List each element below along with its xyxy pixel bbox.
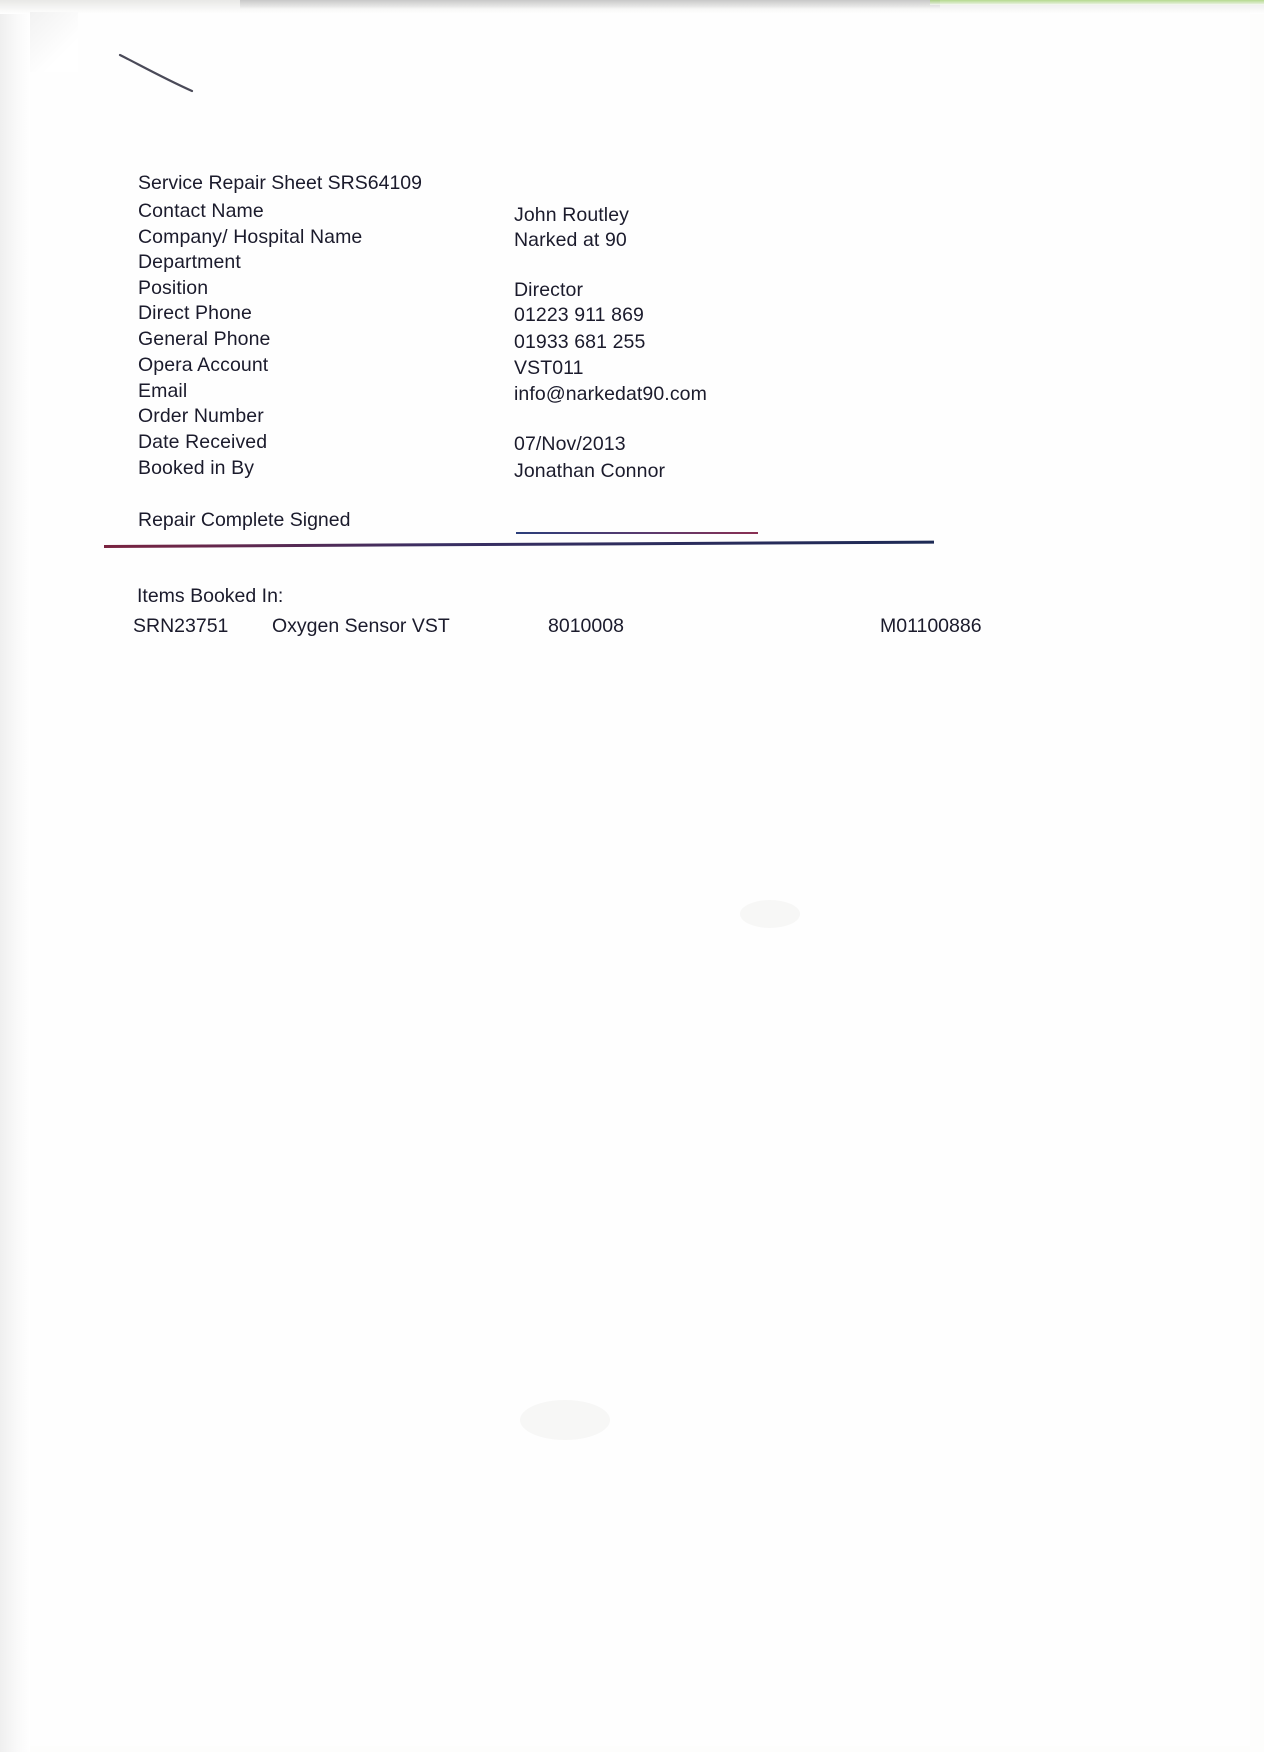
label-date-received: Date Received — [138, 431, 268, 453]
label-booked-in-by: Booked in By — [138, 457, 255, 479]
label-company-hospital-name: Company/ Hospital Name — [138, 226, 363, 248]
signature-line — [516, 532, 758, 534]
value-opera-account: VST011 — [514, 357, 584, 379]
label-opera-account: Opera Account — [138, 354, 269, 376]
item-serial-number: M01100886 — [880, 615, 982, 637]
label-general-phone: General Phone — [138, 328, 271, 350]
document-title: Service Repair Sheet SRS64109 — [138, 172, 422, 194]
value-date-received: 07/Nov/2013 — [514, 433, 626, 455]
item-description: Oxygen Sensor VST — [272, 615, 450, 637]
value-position: Director — [514, 279, 584, 301]
value-contact-name: John Routley — [514, 204, 630, 226]
section-divider — [104, 541, 934, 548]
label-order-number: Order Number — [138, 405, 264, 427]
label-position: Position — [138, 277, 209, 299]
value-company-hospital-name: Narked at 90 — [514, 229, 627, 251]
value-general-phone: 01933 681 255 — [514, 331, 646, 353]
label-direct-phone: Direct Phone — [138, 302, 252, 324]
items-booked-in-heading: Items Booked In: — [137, 585, 284, 607]
item-code: 8010008 — [548, 615, 624, 637]
label-department: Department — [138, 251, 241, 273]
item-srn: SRN23751 — [133, 615, 229, 637]
label-repair-complete-signed: Repair Complete Signed — [138, 509, 351, 531]
label-email: Email — [138, 380, 188, 402]
value-booked-in-by: Jonathan Connor — [514, 460, 666, 482]
value-email: info@narkedat90.com — [514, 383, 707, 405]
label-contact-name: Contact Name — [138, 200, 264, 222]
value-direct-phone: 01223 911 869 — [514, 304, 644, 326]
